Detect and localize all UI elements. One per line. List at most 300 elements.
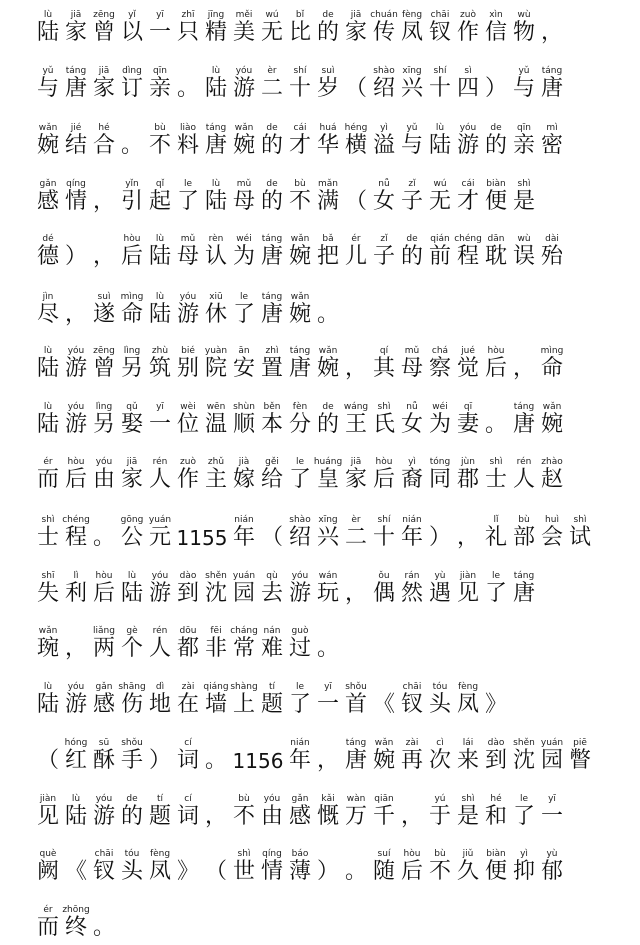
ruby-token bbox=[202, 346, 230, 381]
ruby-token bbox=[566, 515, 594, 550]
hanzi: 凤 bbox=[400, 20, 423, 45]
hanzi: 的 bbox=[260, 189, 283, 214]
hanzi: ， bbox=[540, 20, 563, 45]
pinyin: yì bbox=[408, 457, 416, 467]
pinyin: yóu bbox=[263, 794, 281, 804]
hanzi: 酥 bbox=[92, 748, 115, 773]
pinyin: jiǔ bbox=[462, 849, 474, 859]
pinyin: xiū bbox=[209, 292, 223, 302]
pinyin: zēng bbox=[93, 346, 115, 356]
pinyin: suì bbox=[97, 292, 111, 302]
hanzi: （ bbox=[344, 76, 367, 101]
pinyin: le bbox=[183, 179, 193, 189]
pinyin: yǐn bbox=[125, 179, 139, 189]
hanzi: 非 bbox=[204, 636, 227, 661]
hanzi: ， bbox=[316, 748, 339, 773]
hanzi: 程 bbox=[64, 525, 87, 550]
pinyin: ér bbox=[43, 457, 53, 467]
hanzi: 密 bbox=[540, 133, 563, 158]
ruby-token bbox=[202, 66, 230, 101]
hanzi: 后 bbox=[64, 467, 87, 492]
ruby-token bbox=[426, 738, 454, 773]
ruby-token bbox=[118, 682, 146, 717]
pinyin: wéi bbox=[432, 402, 448, 412]
ruby-token bbox=[370, 123, 398, 158]
ruby-token bbox=[286, 515, 314, 550]
ruby-token bbox=[454, 571, 482, 606]
ruby-token bbox=[230, 346, 258, 381]
ruby-token bbox=[314, 738, 342, 773]
hanzi: 了 bbox=[512, 804, 535, 829]
ruby-token bbox=[538, 457, 566, 492]
ruby-token bbox=[398, 682, 426, 717]
hanzi: ， bbox=[344, 581, 367, 606]
pinyin: chāi bbox=[94, 849, 114, 859]
ruby-token bbox=[342, 682, 370, 717]
pinyin: lǐ bbox=[493, 515, 499, 525]
pinyin: wǎn bbox=[290, 292, 310, 302]
ruby-token bbox=[314, 179, 342, 214]
ruby-token bbox=[146, 10, 174, 45]
ruby-token bbox=[426, 515, 454, 550]
hanzi: 只 bbox=[176, 20, 199, 45]
hanzi: 《 bbox=[372, 692, 395, 717]
ruby-token bbox=[230, 123, 258, 158]
ruby-token bbox=[286, 402, 314, 437]
hanzi: 认 bbox=[204, 244, 227, 269]
pinyin: lù bbox=[211, 66, 221, 76]
ruby-token bbox=[510, 66, 538, 101]
pinyin: cí bbox=[184, 738, 192, 748]
pinyin: chéng bbox=[454, 234, 482, 244]
ruby-token bbox=[90, 794, 118, 829]
hanzi: 一 bbox=[148, 412, 171, 437]
hanzi: 陆 bbox=[204, 189, 227, 214]
ruby-token bbox=[426, 457, 454, 492]
pinyin: zhī bbox=[181, 10, 195, 20]
hanzi: ） bbox=[484, 76, 507, 101]
pinyin: qīn bbox=[153, 66, 167, 76]
ruby-token bbox=[398, 10, 426, 45]
ruby-token bbox=[426, 794, 454, 829]
ruby-token bbox=[286, 292, 314, 327]
text-line bbox=[34, 626, 342, 661]
ruby-token bbox=[370, 571, 398, 606]
pinyin: huáng bbox=[313, 457, 343, 467]
hanzi: 引 bbox=[120, 189, 143, 214]
hanzi: （ bbox=[204, 859, 227, 884]
ruby-token bbox=[286, 179, 314, 214]
hanzi: 绍 bbox=[372, 76, 395, 101]
hanzi: 礼 bbox=[484, 525, 507, 550]
ruby-token bbox=[258, 571, 286, 606]
hanzi: 遂 bbox=[92, 302, 115, 327]
hanzi: 另 bbox=[92, 412, 115, 437]
hanzi: 以 bbox=[120, 20, 143, 45]
hanzi: 。 bbox=[316, 302, 339, 327]
hanzi: 次 bbox=[428, 748, 451, 773]
hanzi: 比 bbox=[288, 20, 311, 45]
hanzi: 头 bbox=[120, 859, 143, 884]
pinyin: lù bbox=[71, 794, 81, 804]
pinyin: qíng bbox=[262, 849, 282, 859]
ruby-token bbox=[258, 179, 286, 214]
hanzi: 女 bbox=[400, 412, 423, 437]
pinyin: fēi bbox=[210, 626, 222, 636]
ruby-token bbox=[510, 10, 538, 45]
ruby-token bbox=[118, 123, 146, 158]
hanzi: 。 bbox=[204, 748, 227, 773]
pinyin: xìn bbox=[489, 10, 503, 20]
hanzi: ） bbox=[64, 244, 87, 269]
ruby-token bbox=[174, 794, 202, 829]
hanzi: ） bbox=[148, 748, 171, 773]
pinyin: yú bbox=[434, 794, 446, 804]
hanzi: 婉 bbox=[288, 302, 311, 327]
hanzi: 情 bbox=[260, 859, 283, 884]
ruby-token bbox=[454, 10, 482, 45]
hanzi: ） bbox=[428, 525, 451, 550]
hanzi: 娶 bbox=[120, 412, 143, 437]
ruby-token bbox=[510, 571, 538, 606]
pinyin: yuán bbox=[540, 738, 564, 748]
ruby-token bbox=[118, 66, 146, 101]
hanzi: 筑 bbox=[148, 356, 171, 381]
ruby-token bbox=[90, 123, 118, 158]
hanzi: 一 bbox=[148, 20, 171, 45]
hanzi: 不 bbox=[428, 859, 451, 884]
ruby-token bbox=[342, 457, 370, 492]
ruby-token bbox=[342, 794, 370, 829]
hanzi: 后 bbox=[120, 244, 143, 269]
pinyin: gǎn bbox=[291, 794, 309, 804]
text-line bbox=[34, 402, 566, 437]
pinyin: dào bbox=[487, 738, 505, 748]
hanzi: ， bbox=[64, 636, 87, 661]
ruby-token bbox=[118, 234, 146, 269]
hanzi: 阙 bbox=[36, 859, 59, 884]
pinyin: de bbox=[490, 123, 502, 133]
pinyin: shì bbox=[517, 179, 531, 189]
hanzi: 另 bbox=[120, 356, 143, 381]
ruby-token bbox=[314, 794, 342, 829]
hanzi: 郡 bbox=[456, 467, 479, 492]
pinyin: qù bbox=[266, 571, 278, 581]
pinyin: wǎn bbox=[374, 738, 394, 748]
ruby-token bbox=[398, 515, 426, 550]
pinyin: jiā bbox=[350, 457, 362, 467]
hanzi: 沈 bbox=[204, 581, 227, 606]
ruby-token bbox=[510, 402, 538, 437]
hanzi: 万 bbox=[344, 804, 367, 829]
hanzi: 来 bbox=[456, 748, 479, 773]
hanzi: 到 bbox=[176, 581, 199, 606]
hanzi: 陆 bbox=[36, 412, 59, 437]
ruby-token bbox=[230, 794, 258, 829]
text-line bbox=[34, 515, 594, 550]
pinyin: shěn bbox=[205, 571, 227, 581]
ruby-token bbox=[62, 794, 90, 829]
ruby-token bbox=[146, 682, 174, 717]
pinyin: mìng bbox=[540, 346, 564, 356]
pinyin: tí bbox=[156, 794, 164, 804]
pinyin: ér bbox=[43, 905, 53, 915]
hanzi: 子 bbox=[400, 189, 423, 214]
pinyin: yóu bbox=[95, 457, 113, 467]
hanzi: 位 bbox=[176, 412, 199, 437]
hanzi: 了 bbox=[176, 189, 199, 214]
ruby-token bbox=[90, 849, 118, 884]
ruby-token bbox=[538, 123, 566, 158]
hanzi: 凤 bbox=[456, 692, 479, 717]
hanzi: 园 bbox=[540, 748, 563, 773]
ruby-token bbox=[258, 292, 286, 327]
ruby-token bbox=[510, 794, 538, 829]
pinyin: hé bbox=[490, 794, 502, 804]
ruby-token bbox=[510, 346, 538, 381]
hanzi: 琬 bbox=[36, 636, 59, 661]
hanzi: 红 bbox=[64, 748, 87, 773]
hanzi: 与 bbox=[400, 133, 423, 158]
hanzi: 合 bbox=[92, 133, 115, 158]
ruby-token bbox=[146, 234, 174, 269]
hanzi: 其 bbox=[372, 356, 395, 381]
ruby-token bbox=[370, 457, 398, 492]
hanzi: （ bbox=[36, 748, 59, 773]
ruby-token bbox=[62, 179, 90, 214]
ruby-token bbox=[314, 682, 342, 717]
pinyin: biàn bbox=[486, 849, 506, 859]
pinyin: rán bbox=[404, 571, 420, 581]
pinyin: shěn bbox=[513, 738, 535, 748]
text-line bbox=[34, 794, 566, 829]
ruby-token bbox=[258, 794, 286, 829]
hanzi: 德 bbox=[36, 244, 59, 269]
ruby-token bbox=[90, 515, 118, 550]
hanzi: 兴 bbox=[400, 76, 423, 101]
hanzi: 才 bbox=[456, 189, 479, 214]
ruby-token bbox=[90, 402, 118, 437]
hanzi: 钗 bbox=[400, 692, 423, 717]
hanzi: 游 bbox=[232, 76, 255, 101]
pinyin: yī bbox=[156, 402, 164, 412]
hanzi: 两 bbox=[92, 636, 115, 661]
ruby-token bbox=[258, 234, 286, 269]
hanzi: 一 bbox=[316, 692, 339, 717]
pinyin: suí bbox=[377, 849, 391, 859]
hanzi: 母 bbox=[176, 244, 199, 269]
pinyin: qíng bbox=[66, 179, 86, 189]
hanzi: 的 bbox=[316, 20, 339, 45]
ruby-token bbox=[258, 849, 286, 884]
hanzi: 精 bbox=[204, 20, 227, 45]
hanzi: 陆 bbox=[148, 302, 171, 327]
pinyin: wáng bbox=[343, 402, 369, 412]
pinyin: nián bbox=[290, 738, 310, 748]
pinyin: wǎn bbox=[38, 626, 58, 636]
hanzi: 试 bbox=[568, 525, 591, 550]
ruby-token bbox=[314, 292, 342, 327]
pinyin: fèn bbox=[292, 402, 308, 412]
hanzi: 传 bbox=[372, 20, 395, 45]
hanzi: 十 bbox=[428, 76, 451, 101]
pinyin: qiáng bbox=[203, 682, 229, 692]
hanzi: 人 bbox=[512, 467, 535, 492]
ruby-token bbox=[118, 346, 146, 381]
pinyin: lù bbox=[43, 10, 53, 20]
hanzi: 亲 bbox=[148, 76, 171, 101]
text-line bbox=[34, 292, 342, 327]
hanzi: 游 bbox=[148, 581, 171, 606]
ruby-token bbox=[230, 66, 258, 101]
ruby-token bbox=[314, 10, 342, 45]
pinyin: bù bbox=[154, 123, 166, 133]
hanzi: ， bbox=[92, 244, 115, 269]
ruby-token bbox=[426, 179, 454, 214]
hanzi: 在 bbox=[176, 692, 199, 717]
pinyin: zhào bbox=[541, 457, 563, 467]
pinyin: dōu bbox=[179, 626, 197, 636]
hanzi: 词 bbox=[176, 804, 199, 829]
pinyin: yǐ bbox=[128, 10, 136, 20]
pinyin: wǎn bbox=[290, 234, 310, 244]
pinyin: jùn bbox=[461, 457, 475, 467]
pinyin: mǎn bbox=[318, 179, 338, 189]
pinyin: shǒu bbox=[345, 682, 367, 692]
ruby-token bbox=[34, 123, 62, 158]
pinyin: tóng bbox=[429, 457, 451, 467]
ruby-token bbox=[230, 457, 258, 492]
hanzi: 后 bbox=[92, 581, 115, 606]
hanzi: 个 bbox=[120, 636, 143, 661]
hanzi: 作 bbox=[456, 20, 479, 45]
pinyin: wán bbox=[318, 571, 338, 581]
hanzi: 满 bbox=[316, 189, 339, 214]
hanzi: 感 bbox=[288, 804, 311, 829]
ruby-token bbox=[482, 682, 510, 717]
ruby-token bbox=[174, 123, 202, 158]
hanzi: 婉 bbox=[288, 244, 311, 269]
hanzi: 墙 bbox=[204, 692, 227, 717]
ruby-token bbox=[454, 515, 482, 550]
pinyin: yī bbox=[324, 682, 332, 692]
ruby-token bbox=[258, 346, 286, 381]
text-line bbox=[34, 682, 510, 717]
ruby-token bbox=[538, 794, 566, 829]
hanzi: 唐 bbox=[512, 581, 535, 606]
ruby-token bbox=[90, 234, 118, 269]
ruby-token bbox=[146, 66, 174, 101]
pinyin: de bbox=[406, 234, 418, 244]
hanzi: 溢 bbox=[372, 133, 395, 158]
hanzi: 女 bbox=[372, 189, 395, 214]
hanzi: 游 bbox=[64, 412, 87, 437]
ruby-token bbox=[398, 179, 426, 214]
hanzi: 儿 bbox=[344, 244, 367, 269]
hanzi: 作 bbox=[176, 467, 199, 492]
ruby-token bbox=[202, 292, 230, 327]
hanzi: 是 bbox=[456, 804, 479, 829]
ruby-token bbox=[118, 179, 146, 214]
pinyin: mìng bbox=[120, 292, 144, 302]
pinyin: yī bbox=[548, 794, 556, 804]
hanzi: 瞥 bbox=[568, 748, 591, 773]
text-line bbox=[34, 346, 566, 381]
hanzi: 察 bbox=[428, 356, 451, 381]
text-line bbox=[34, 66, 566, 101]
pinyin: sū bbox=[98, 738, 110, 748]
hanzi: 陆 bbox=[36, 20, 59, 45]
ruby-token bbox=[370, 794, 398, 829]
hanzi: 终 bbox=[64, 915, 87, 940]
ruby-token bbox=[454, 234, 482, 269]
ruby-token bbox=[314, 234, 342, 269]
ruby-token bbox=[174, 10, 202, 45]
pinyin: lìng bbox=[123, 346, 141, 356]
pinyin: táng bbox=[289, 346, 311, 356]
pinyin: hòu bbox=[123, 234, 141, 244]
hanzi: 由 bbox=[260, 804, 283, 829]
ruby-token bbox=[342, 515, 370, 550]
ruby-token bbox=[538, 346, 566, 381]
hanzi: 了 bbox=[484, 581, 507, 606]
pinyin: zài bbox=[181, 682, 195, 692]
pinyin: fèng bbox=[457, 682, 479, 692]
pinyin: tí bbox=[268, 682, 276, 692]
ruby-token bbox=[286, 571, 314, 606]
pinyin: lù bbox=[155, 234, 165, 244]
pinyin: shǒu bbox=[121, 738, 143, 748]
ruby-token bbox=[62, 849, 90, 884]
ruby-token bbox=[342, 123, 370, 158]
pinyin: shào bbox=[289, 515, 311, 525]
ruby-token bbox=[426, 571, 454, 606]
pinyin: cí bbox=[184, 794, 192, 804]
pinyin: cì bbox=[436, 738, 444, 748]
ruby-token bbox=[202, 234, 230, 269]
ruby-token bbox=[426, 10, 454, 45]
ruby-token bbox=[398, 346, 426, 381]
ruby-token bbox=[342, 849, 370, 884]
ruby-token bbox=[370, 402, 398, 437]
hanzi: 裔 bbox=[400, 467, 423, 492]
hanzi: 然 bbox=[400, 581, 423, 606]
pinyin: běn bbox=[263, 402, 281, 412]
text-line bbox=[34, 738, 594, 773]
hanzi: 觉 bbox=[456, 356, 479, 381]
pinyin: yóu bbox=[291, 571, 309, 581]
ruby-token bbox=[258, 10, 286, 45]
ruby-token bbox=[482, 10, 510, 45]
ruby-token bbox=[202, 682, 230, 717]
pinyin: shì bbox=[461, 794, 475, 804]
ruby-token bbox=[426, 849, 454, 884]
pinyin: chá bbox=[431, 346, 449, 356]
pinyin: hóng bbox=[64, 738, 88, 748]
hanzi: 无 bbox=[428, 189, 451, 214]
ruby-token bbox=[538, 66, 566, 101]
hanzi: 。 bbox=[92, 915, 115, 940]
pinyin: bù bbox=[238, 794, 250, 804]
pinyin: yóu bbox=[95, 794, 113, 804]
ruby-token bbox=[230, 402, 258, 437]
pinyin: jiā bbox=[350, 10, 362, 20]
hanzi: （ bbox=[260, 525, 283, 550]
hanzi: 久 bbox=[456, 859, 479, 884]
pinyin: wù bbox=[517, 10, 531, 20]
ruby-token bbox=[314, 123, 342, 158]
ruby-token bbox=[286, 626, 314, 661]
